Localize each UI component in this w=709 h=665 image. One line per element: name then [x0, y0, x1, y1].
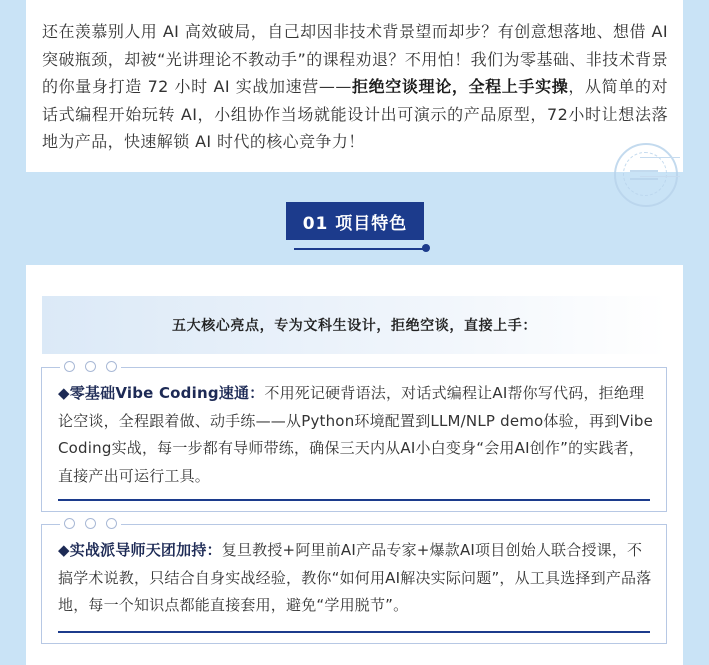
intro-paragraph: [42, 18, 668, 156]
feature-title-2: ◆实战派导师天团加持：: [58, 541, 222, 559]
feature-divider: [58, 499, 650, 501]
feature-body-1: 不用死记硬背语法，对话式编程让AI帮你写代码，拒绝理论空谈，全程跟着做、动手练——从Python环境配置到LLM/NLP demo体验，再到Vibe Coding实战，每一步都有导师带练，确保三天内从AI小白变身“会用AI创作”的实践者，直接产出可运行工具。: [58, 384, 654, 485]
feature-text-2: [58, 537, 656, 620]
window-dots-icon: [60, 518, 121, 529]
intro-text-1: 还在羡慕别人用 AI 高效破局，自己却因非技术背景望而却步？有创意想落地、想借 AI 突破瓶颈，却被“光讲理论不教动手”的课程劝退？不用怕！我们为零基础、非技术背景的你量身打造 72 小时 AI 实战加速营——: [42, 22, 668, 96]
section-underline: [294, 248, 426, 250]
feature-body-2: 复旦教授+阿里前AI产品专家+爆款AI项目创始人联合授课，不搞学术说教，只结合自身实战经验，教你“如何用AI解决实际问题”，从工具选择到产品落地，每一个知识点都能直接套用，避免“学用脱节”。: [58, 541, 652, 614]
window-dots-icon: [60, 361, 121, 372]
intro-bold-text: 拒绝空谈理论，全程上手实操: [351, 77, 569, 96]
feature-card-2: [41, 524, 667, 644]
intro-text-2: ，从简单的对话式编程开始玩转 AI，小组协作当场就能设计出可演示的产品原型，72小时让想法落地为产品，快速解锁 AI 时代的核心竞争力！: [42, 77, 668, 151]
section-title: 01 项目特色: [286, 202, 424, 240]
wave-lines-icon: [640, 157, 680, 177]
feature-divider: [58, 631, 650, 633]
feature-text-1: [58, 380, 656, 490]
highlights-heading: 五大核心亮点，专为文科生设计，拒绝空谈，直接上手：: [42, 296, 667, 354]
feature-title-1: ◆零基础Vibe Coding速通：: [58, 384, 265, 402]
feature-card-1: [41, 367, 667, 512]
section-dot-icon: [422, 244, 430, 252]
